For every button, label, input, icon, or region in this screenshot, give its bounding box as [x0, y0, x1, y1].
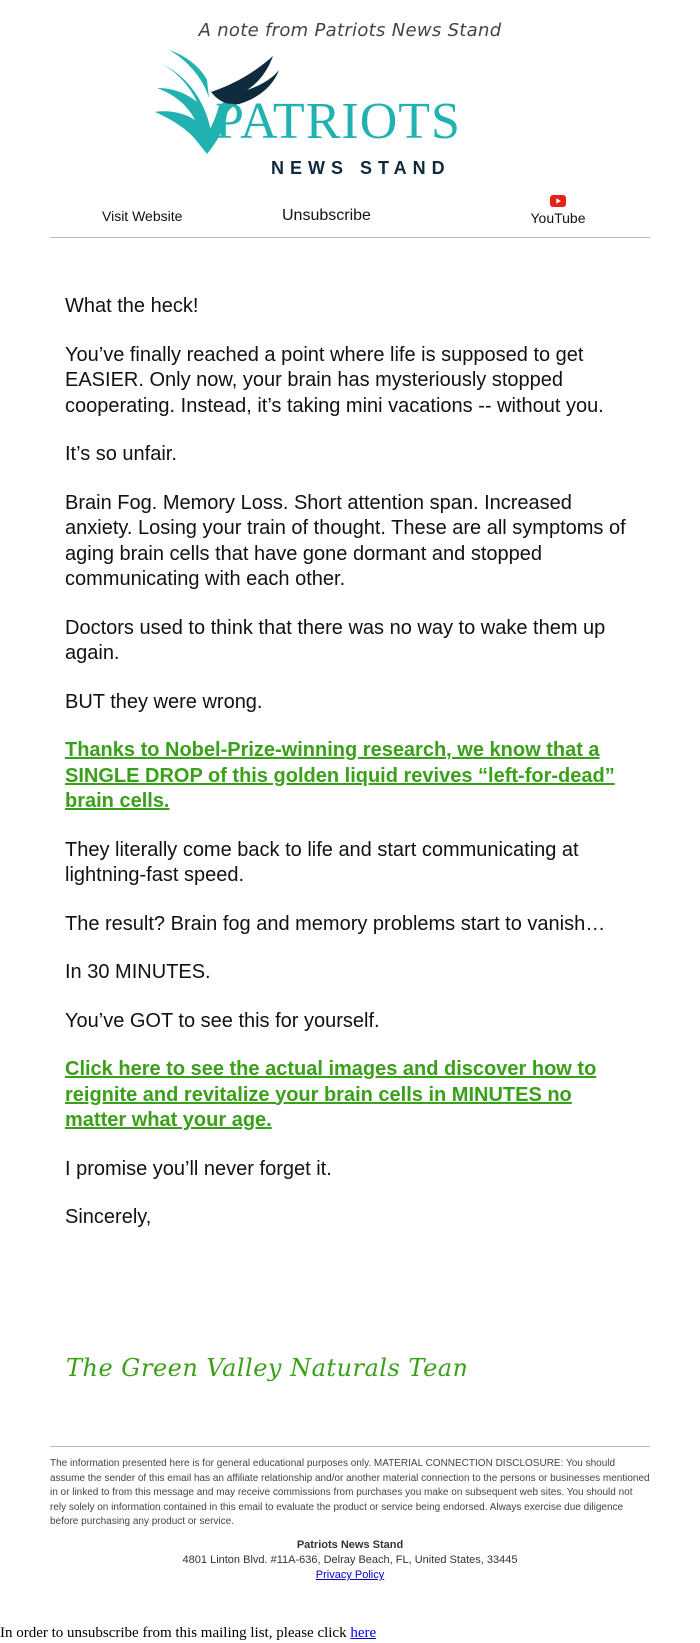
header-nav	[50, 195, 650, 238]
paragraph: BUT they were wrong.	[65, 690, 263, 713]
paragraph: They literally come back to life and start communicating at lightning-fast speed.	[65, 838, 579, 886]
paragraph: You’ve GOT to see this for yourself.	[65, 1009, 380, 1032]
privacy-policy-link[interactable]: Privacy Policy	[315, 1569, 385, 1581]
promo-link-nobel[interactable]: Thanks to Nobel-Prize-winning research, we know that a SINGLE DROP of this golden liquid revives “left-for-dead” brain cells.	[65, 739, 615, 812]
signature	[66, 1340, 466, 1390]
paragraph: It’s so unfair.	[65, 443, 177, 465]
paragraph: What the heck!	[65, 295, 199, 317]
visit-website-link[interactable]: Visit Website	[102, 208, 183, 224]
footer-address: 4801 Linton Blvd. #11A-636, Delray Beach, FL, United States, 33445	[182, 1554, 518, 1566]
header-note: A note from Patriots News Stand	[198, 20, 502, 41]
paragraph: The result? Brain fog and memory problems start to vanish…	[65, 912, 606, 935]
unsubscribe-text: In order to unsubscribe from this mailing list, please click	[0, 1625, 351, 1641]
youtube-icon	[550, 195, 566, 207]
youtube-label: YouTube	[530, 210, 586, 226]
signature-script	[66, 1340, 466, 1390]
paragraph: Doctors used to think that there was no way to wake them up again.	[65, 616, 606, 664]
unsubscribe-line	[0, 1625, 376, 1642]
promo-link-click-here[interactable]: Click here to see the actual images and discover how to reignite and revitalize your brain cells in MINUTES no matter what your age.	[65, 1058, 597, 1131]
paragraph: Sincerely,	[65, 1206, 152, 1228]
paragraph: In 30 MINUTES.	[65, 961, 211, 983]
youtube-link[interactable]	[526, 195, 590, 226]
unsubscribe-link[interactable]: Unsubscribe	[282, 207, 371, 224]
unsubscribe-here-link[interactable]: here	[350, 1625, 377, 1641]
footer	[50, 1538, 650, 1583]
svg-text:The Green Valley Naturals Team: The Green Valley Naturals Team	[66, 1354, 466, 1382]
logo-wordmark: PATRIOTS	[215, 93, 461, 150]
paragraph: I promise you’ll never forget it.	[65, 1157, 332, 1180]
paragraph: Brain Fog. Memory Loss. Short attention span. Increased anxiety. Losing your train of thought. These are all symptoms of aging brain cells that have gone dormant and stopped communicating with each other.	[65, 491, 626, 590]
logo-subtitle: NEWS STAND	[271, 158, 451, 178]
footer-divider	[50, 1446, 650, 1447]
paragraph: You’ve finally reached a point where life is supposed to get EASIER. Only now, your brain has mysteriously stopped cooperating. Instead, it’s taking mini vacations -- without you.	[65, 343, 604, 417]
patriots-logo	[155, 50, 555, 180]
disclaimer-text: The information presented here is for general educational purposes only. MATERIAL CONNECTION DISCLOSURE: You should assume the sender of this email has an affiliate relationship and/or another material connection to the persons or businesses mentioned in or linked to from this message and may receive commissions from purchases you make on subsequent web sites. You should not rely solely on information contained in this email to evaluate the product or service being endorsed. Always exercise due diligence before purchasing any product or service.	[50, 1458, 650, 1527]
footer-company-name: Patriots News Stand	[296, 1539, 404, 1551]
message-body	[65, 294, 635, 1254]
